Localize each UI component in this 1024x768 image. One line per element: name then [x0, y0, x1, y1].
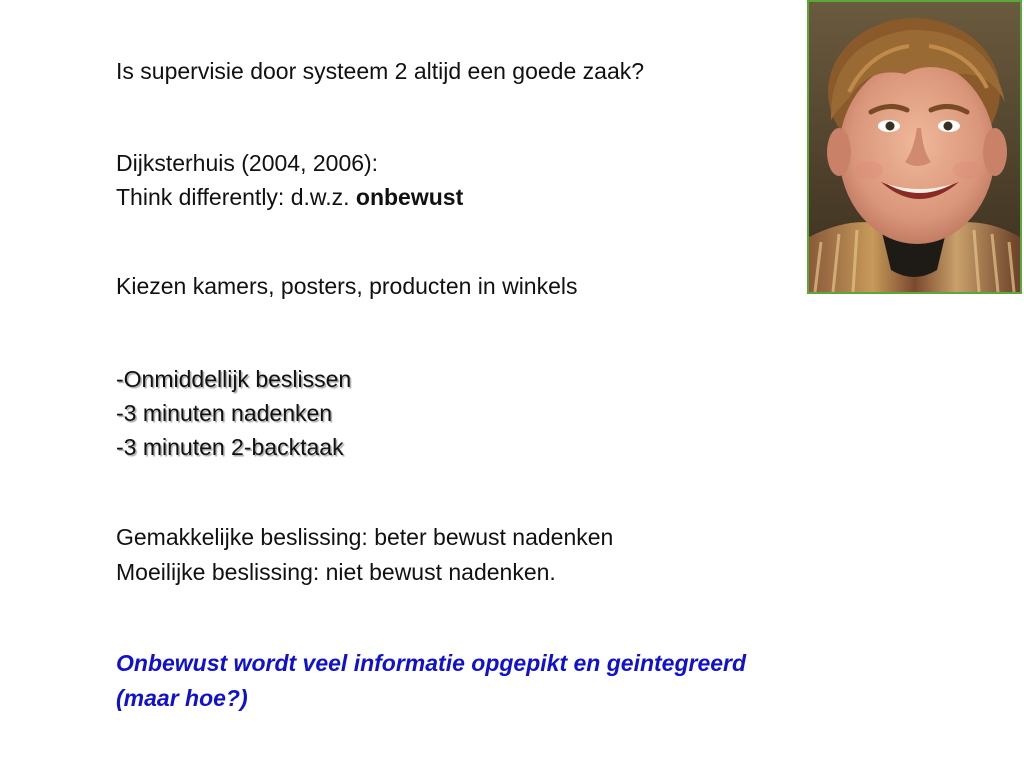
conclusion-line: Onbewust wordt veel informatie opgepikt en geintegreerd [116, 650, 747, 676]
portrait-illustration [809, 2, 1020, 292]
conclusion-line: (maar hoe?) [116, 685, 248, 711]
condition-item: -Onmiddellijk beslissen [116, 366, 352, 392]
think-differently-prefix: Think differently: d.w.z. [116, 184, 356, 210]
think-differently-line [116, 180, 463, 214]
onbewust-emphasis: onbewust [355, 184, 464, 210]
question-text: Is supervisie door systeem 2 altijd een goede zaak? [116, 58, 645, 84]
choices-text: Kiezen kamers, posters, producten in winkels [116, 273, 578, 299]
reference-text: Dijksterhuis (2004, 2006): [116, 150, 379, 176]
result-line: Moeilijke beslissing: niet bewust nadenken. [116, 559, 556, 585]
condition-item: -3 minuten nadenken [116, 400, 333, 426]
portrait-photo [807, 0, 1022, 294]
result-line: Gemakkelijke beslissing: beter bewust nadenken [116, 524, 614, 550]
condition-item: -3 minuten 2-backtaak [116, 434, 344, 460]
